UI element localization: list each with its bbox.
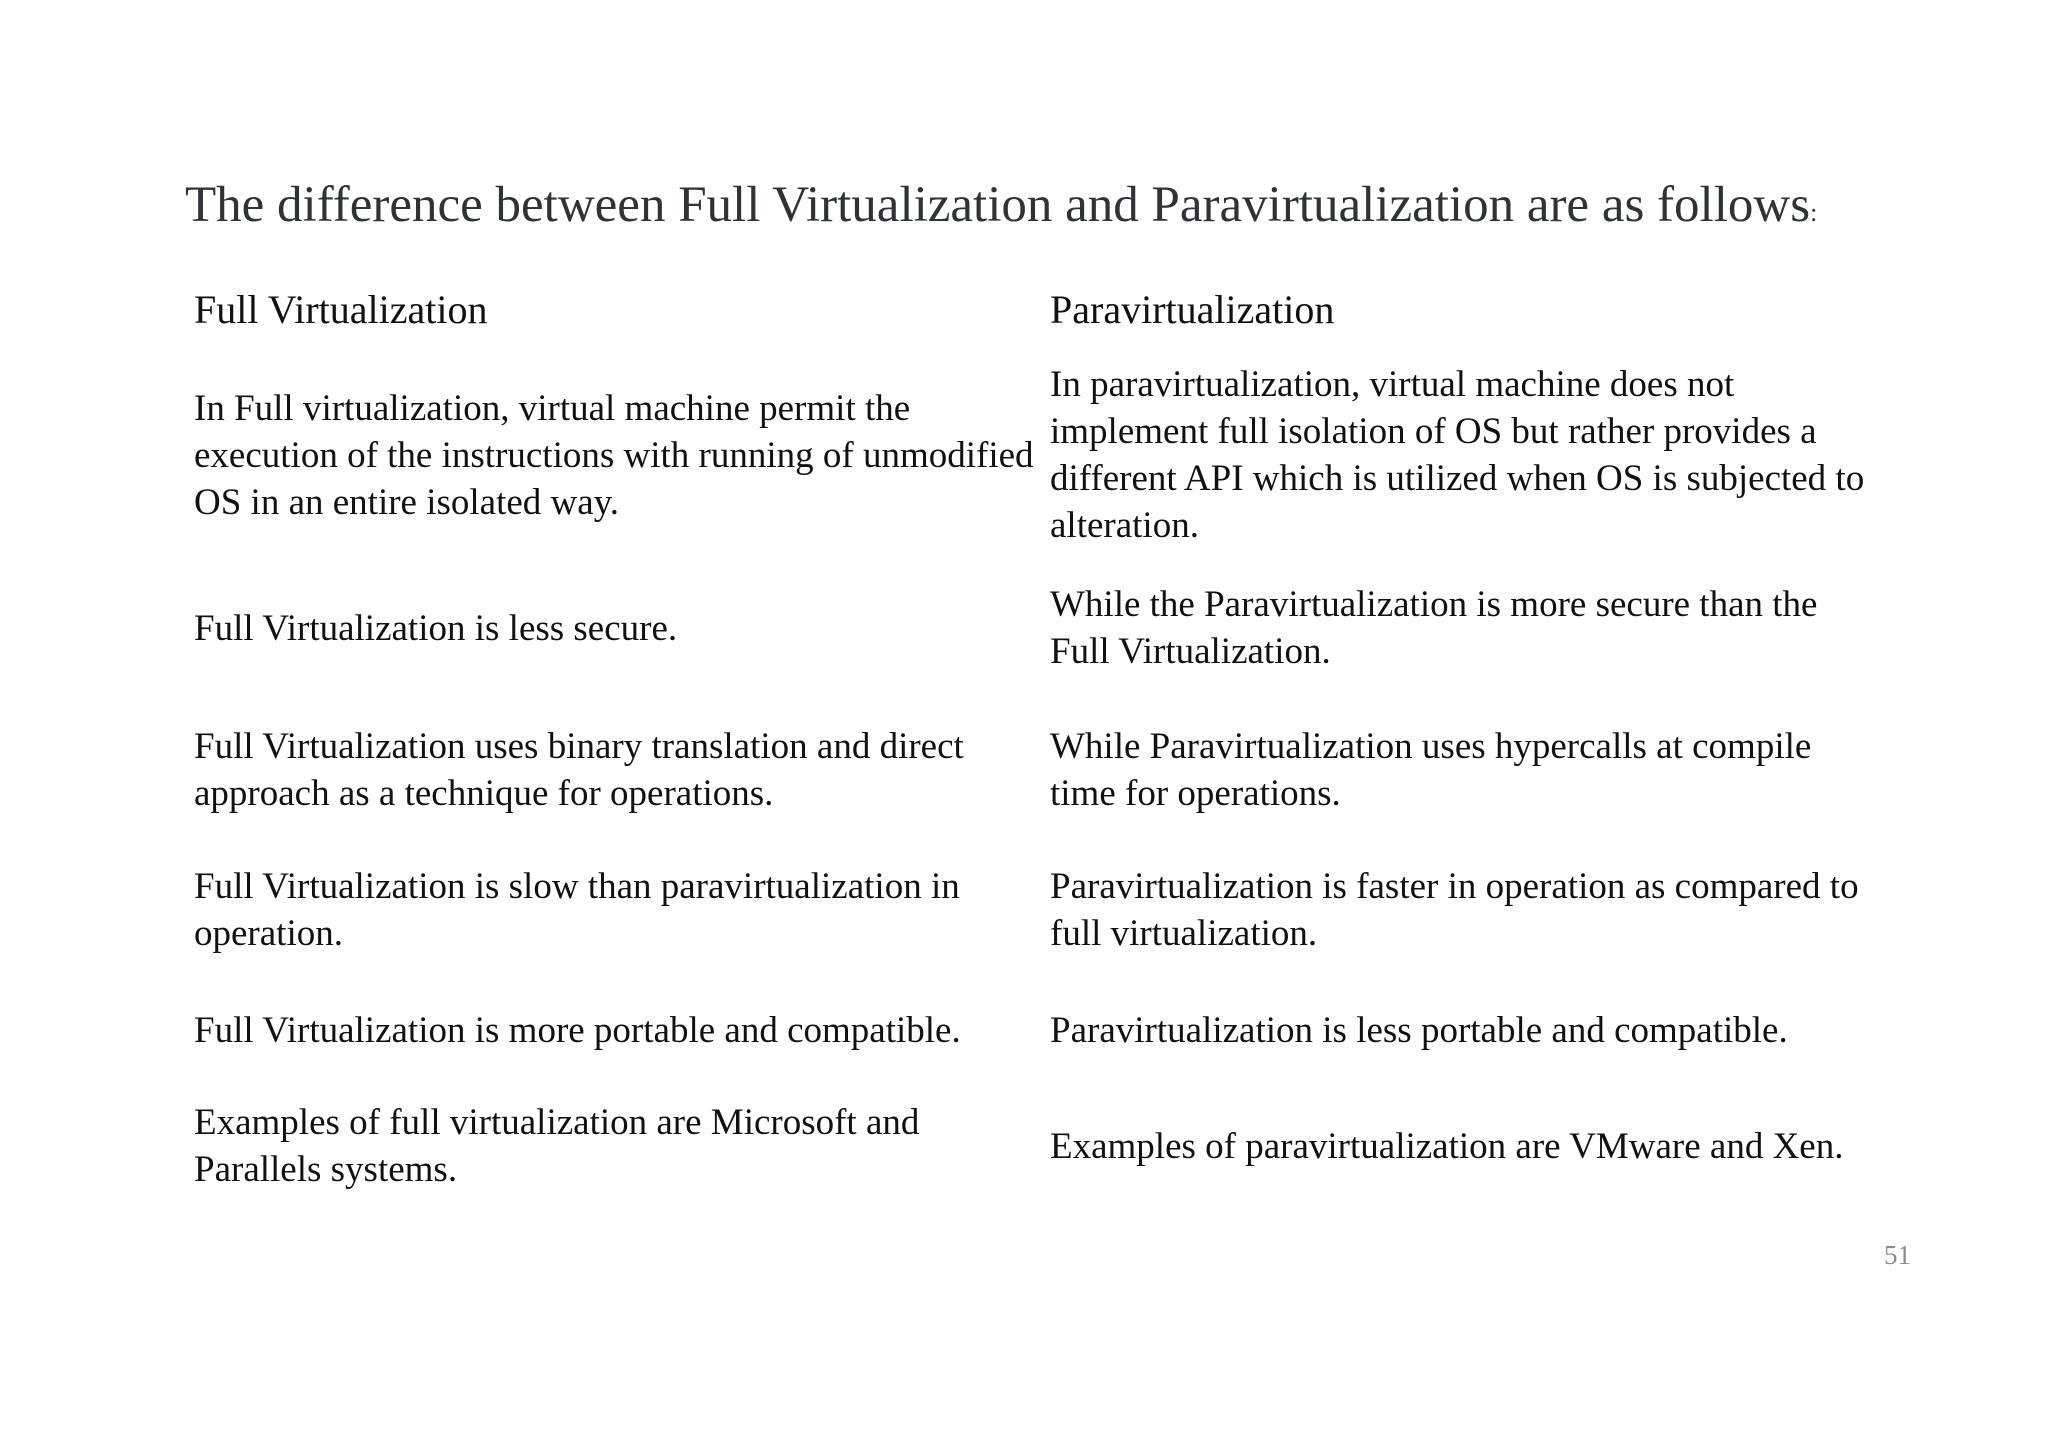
slide-title	[185, 174, 1817, 244]
table-row	[194, 1002, 1894, 1058]
table-row	[194, 578, 1894, 678]
full-virtualization-cell: Full Virtualization is more portable and compatible.	[194, 1009, 961, 1051]
table-row	[194, 360, 1894, 550]
full-virtualization-cell: Full Virtualization uses binary translation and direct approach as a technique for operations.	[194, 726, 964, 814]
column-header-paravirtualization: Paravirtualization	[1050, 287, 1335, 332]
table-row	[194, 720, 1894, 820]
full-virtualization-cell: Full Virtualization is less secure.	[194, 607, 678, 649]
paravirtualization-cell: Paravirtualization is faster in operation as compared to full virtualization.	[1050, 866, 1859, 954]
paravirtualization-cell: In paravirtualization, virtual machine does not implement full isolation of OS but rather provides a different API which is utilized when OS is subjected to alteration.	[1050, 364, 1865, 546]
table-row	[194, 860, 1894, 960]
table-header-row	[194, 278, 1894, 342]
full-virtualization-cell: Full Virtualization is slow than paravirtualization in operation.	[194, 866, 960, 954]
paravirtualization-cell: Examples of paravirtualization are VMware and Xen.	[1050, 1125, 1844, 1167]
full-virtualization-cell: Examples of full virtualization are Microsoft and Parallels systems.	[194, 1102, 920, 1190]
paravirtualization-cell: Paravirtualization is less portable and compatible.	[1050, 1009, 1788, 1051]
full-virtualization-cell: In Full virtualization, virtual machine permit the execution of the instructions with running of unmodified OS in an entire isolated way.	[194, 387, 1034, 523]
slide-title-text: The difference between Full Virtualization and Paravirtualization are as follows	[185, 177, 1811, 233]
paravirtualization-cell: While the Paravirtualization is more secure than the Full Virtualization.	[1050, 584, 1818, 672]
paravirtualization-cell: While Paravirtualization uses hypercalls at compile time for operations.	[1050, 726, 1812, 814]
column-header-full-virtualization: Full Virtualization	[194, 287, 488, 332]
slide-title-colon: :	[1810, 198, 1818, 227]
page-number: 51	[1884, 1240, 1911, 1270]
table-row	[194, 1096, 1894, 1196]
